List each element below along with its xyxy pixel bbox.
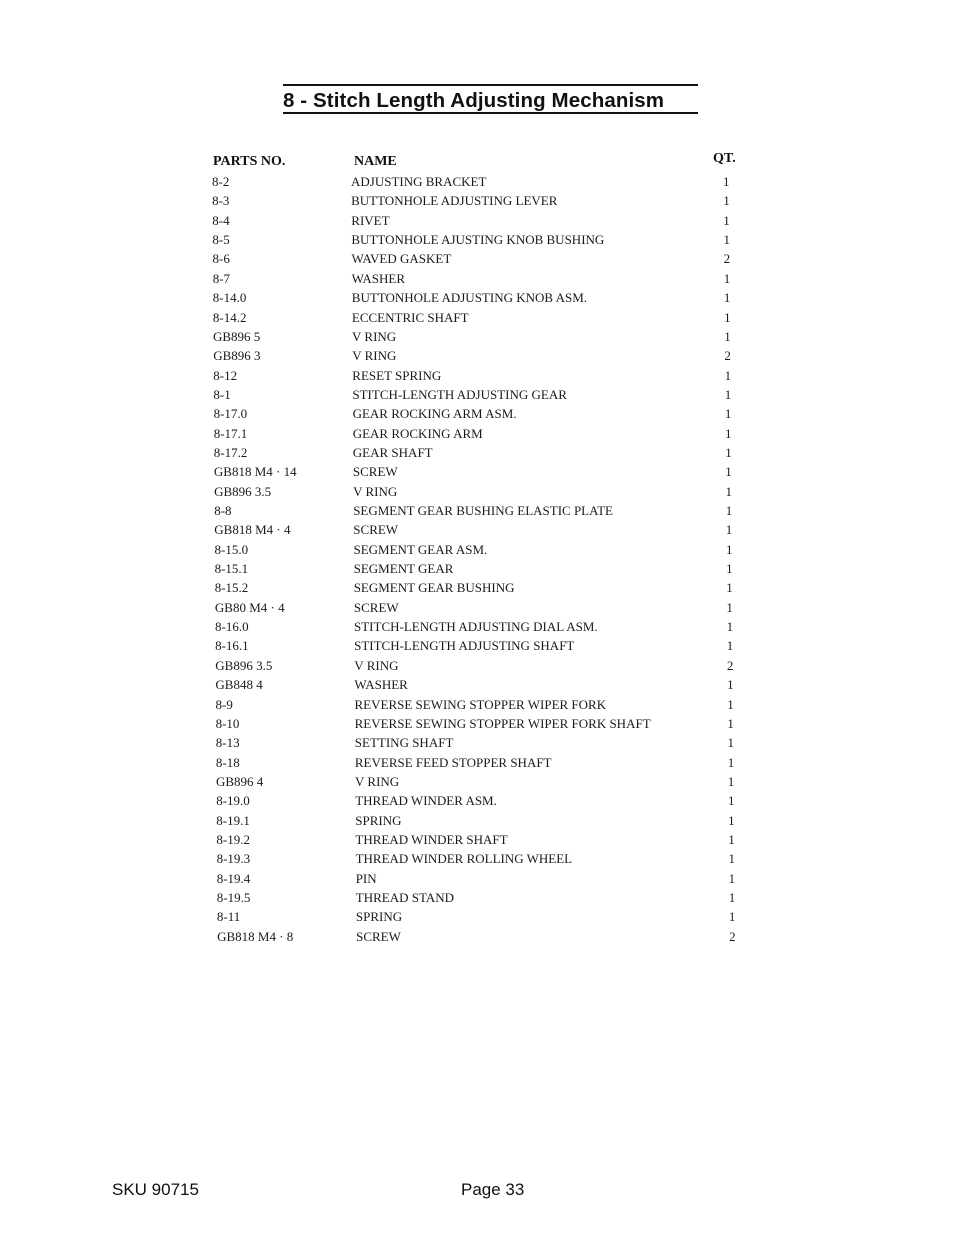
part-number-cell: 8-16.1 [215,638,249,654]
part-number-cell: 8-19.5 [216,890,251,905]
part-name-cell: RIVET [351,212,390,228]
quantity-cell: 1 [726,541,733,557]
part-number-cell: 8-14.2 [212,309,247,325]
part-number-cell: GB896 4 [216,773,264,789]
quantity-cell: 1 [724,309,731,325]
table-row [0,559,954,578]
table-row [0,869,954,888]
footer-page-number: Page 33 [461,1180,525,1199]
quantity-cell: 1 [728,793,735,809]
quantity-cell: 1 [728,909,736,925]
footer-sku: SKU 90715 [112,1180,199,1199]
table-row [0,578,954,597]
part-name-cell: SCREW [353,522,399,538]
table-row [0,191,954,210]
part-name-cell: STITCH-LENGTH ADJUSTING GEAR [352,386,567,402]
table-row [0,482,954,501]
part-number-cell: 8-10 [215,715,240,731]
quantity-cell: 1 [727,715,734,731]
table-row [0,636,954,655]
quantity-cell: 1 [728,851,735,867]
quantity-cell: 1 [727,696,734,712]
quantity-cell: 1 [727,754,735,770]
table-row [0,714,954,733]
part-number-cell: 8-16.0 [215,619,249,634]
part-name-cell: SEGMENT GEAR [353,561,454,576]
table-row [0,230,954,249]
part-number-cell: GB848 4 [215,677,263,693]
quantity-cell: 1 [726,580,733,596]
part-name-cell: ADJUSTING BRACKET [351,174,487,189]
part-number-cell: 8-2 [212,174,230,189]
part-name-cell: WAVED GASKET [351,251,452,267]
part-number-cell: 8-19.4 [216,870,251,886]
table-row [0,288,954,307]
quantity-cell: 1 [724,406,732,422]
part-number-cell: 8-17.0 [213,406,248,422]
part-number-cell: GB80 M4 · 4 [214,599,285,615]
table-row [0,598,954,617]
part-number-cell: GB896 3.5 [215,657,273,673]
part-name-cell: PIN [355,870,377,886]
quantity-cell: 1 [726,561,733,576]
part-number-cell: GB896 5 [213,328,261,344]
table-row [0,520,954,539]
quantity-cell: 1 [728,890,736,905]
part-number-cell: 8-17.2 [213,444,248,460]
page-title: 8 - Stitch Length Adjusting Mechanism [283,89,665,112]
quantity-cell: 1 [724,367,732,383]
part-name-cell: RESET SPRING [352,367,442,383]
part-name-cell: SETTING SHAFT [354,735,454,751]
quantity-cell: 1 [728,812,735,828]
table-row [0,540,954,559]
table-row [0,830,954,849]
part-name-cell: BUTTONHOLE AJUSTING KNOB BUSHING [351,232,605,248]
quantity-cell: 1 [723,232,730,248]
part-name-cell: GEAR SHAFT [352,444,433,460]
part-number-cell: 8-4 [212,212,230,228]
part-name-cell: V RING [353,483,398,499]
part-number-cell: 8-15.2 [214,580,249,596]
part-number-cell: 8-13 [215,735,240,751]
part-name-cell: SCREW [356,928,401,944]
quantity-cell: 2 [726,657,734,673]
table-row [0,443,954,462]
part-name-cell: V RING [352,328,397,344]
table-row [0,424,954,443]
quantity-cell: 1 [726,599,733,615]
part-name-cell: REVERSE SEWING STOPPER WIPER FORK SHAFT [354,715,651,731]
table-row [0,346,954,365]
part-name-cell: SCREW [352,464,398,480]
part-number-cell: 8-5 [212,232,230,248]
quantity-cell: 1 [726,638,734,654]
table-row [0,501,954,520]
table-row [0,753,954,772]
quantity-cell: 1 [723,212,730,228]
part-number-cell: 8-12 [213,367,238,383]
part-number-cell: 8-11 [216,909,241,925]
part-name-cell: SEGMENT GEAR BUSHING [353,580,515,596]
part-number-cell: GB896 3 [213,348,261,364]
part-name-cell: REVERSE SEWING STOPPER WIPER FORK [354,696,607,712]
quantity-cell: 1 [723,270,731,286]
quantity-cell: 1 [727,677,734,693]
part-number-cell: 8-17.1 [213,425,248,441]
table-row [0,695,954,714]
part-number-cell: 8-9 [215,696,233,712]
part-number-cell: 8-19.1 [216,812,250,828]
table-row [0,327,954,346]
part-name-cell: SEGMENT GEAR ASM. [353,541,488,557]
part-number-cell: 8-6 [212,251,230,267]
part-name-cell: SEGMENT GEAR BUSHING ELASTIC PLATE [353,503,613,518]
table-row [0,656,954,675]
part-name-cell: V RING [354,657,399,673]
part-number-cell: 8-19.3 [216,851,251,867]
quantity-cell: 1 [724,328,731,344]
table-row [0,927,954,946]
part-number-cell: 8-14.0 [212,290,247,306]
part-number-cell: 8-8 [214,503,232,518]
header-qty: QT. [713,151,736,166]
quantity-cell: 1 [725,483,732,499]
quantity-cell: 1 [723,290,731,306]
table-row [0,733,954,752]
table-row [0,404,954,423]
part-number-cell: 8-15.0 [214,541,249,557]
part-number-cell: GB818 M4 · 4 [214,522,291,538]
quantity-cell: 2 [724,348,731,364]
table-row [0,849,954,868]
quantity-cell: 1 [723,193,730,209]
quantity-cell: 1 [725,503,733,518]
part-number-cell: 8-19.2 [216,831,250,847]
header-parts-no: PARTS NO. [213,154,286,169]
quantity-cell: 2 [723,251,731,267]
part-number-cell: 8-7 [212,270,231,286]
part-name-cell: BUTTONHOLE ADJUSTING KNOB ASM. [351,290,588,306]
quantity-cell: 1 [725,444,732,460]
table-row [0,385,954,404]
part-name-cell: REVERSE FEED STOPPER SHAFT [354,754,552,770]
header-name: NAME [354,154,397,169]
part-name-cell: V RING [355,773,400,789]
quantity-cell: 1 [726,619,734,634]
part-number-cell: 8-19.0 [216,793,250,809]
table-row [0,172,954,191]
part-name-cell: THREAD STAND [355,890,455,905]
part-number-cell: GB818 M4 · 14 [213,464,297,480]
table-row [0,791,954,810]
table-row [0,211,954,230]
part-name-cell: STITCH-LENGTH ADJUSTING DIAL ASM. [354,619,598,634]
table-row [0,462,954,481]
part-number-cell: GB818 M4 · 8 [217,928,294,944]
part-number-cell: 8-18 [215,754,240,770]
table-row [0,308,954,327]
quantity-cell: 1 [725,464,732,480]
quantity-cell: 1 [728,831,735,847]
table-row [0,617,954,636]
quantity-cell: 2 [729,928,736,944]
table-row [0,366,954,385]
part-number-cell: 8-3 [212,193,230,209]
quantity-cell: 1 [727,735,734,751]
part-name-cell: ECCENTRIC SHAFT [351,309,469,325]
table-row [0,811,954,830]
quantity-cell: 1 [725,425,732,441]
table-row [0,772,954,791]
part-number-cell: GB896 3.5 [214,483,272,499]
quantity-cell: 1 [727,773,735,789]
table-row [0,907,954,926]
part-name-cell: V RING [352,348,397,364]
quantity-cell: 1 [728,870,736,886]
part-name-cell: GEAR ROCKING ARM [352,425,483,441]
part-name-cell: SPRING [355,909,403,925]
part-name-cell: THREAD WINDER ROLLING WHEEL [355,851,573,867]
quantity-cell: 1 [725,522,733,538]
table-row [0,249,954,268]
part-name-cell: WASHER [351,270,406,286]
part-name-cell: GEAR ROCKING ARM ASM. [352,406,517,422]
part-number-cell: 8-15.1 [214,561,249,576]
part-name-cell: WASHER [354,677,408,693]
part-name-cell: THREAD WINDER ASM. [355,793,497,809]
part-name-cell: THREAD WINDER SHAFT [355,831,508,847]
table-row [0,888,954,907]
quantity-cell: 1 [724,386,732,402]
part-name-cell: STITCH-LENGTH ADJUSTING SHAFT [354,638,575,654]
part-name-cell: SCREW [353,599,399,615]
part-name-cell: SPRING [355,812,402,828]
part-name-cell: BUTTONHOLE ADJUSTING LEVER [351,193,558,209]
table-row [0,675,954,694]
part-number-cell: 8-1 [213,386,231,402]
quantity-cell: 1 [723,174,730,189]
table-row [0,269,954,288]
